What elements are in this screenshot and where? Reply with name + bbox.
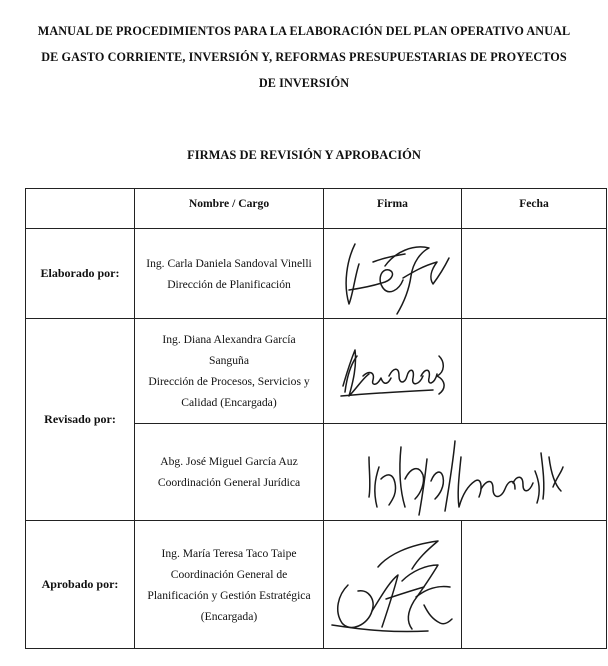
row-label-revisado: Revisado por: xyxy=(26,319,135,521)
date-cell-revisado-1 xyxy=(462,319,607,424)
position-line: Dirección de Planificación xyxy=(167,277,291,291)
table-row xyxy=(26,319,607,424)
table-row xyxy=(26,229,607,319)
signature-cell-revisado-1 xyxy=(324,319,462,424)
date-cell-elaborado xyxy=(462,229,607,319)
date-cell-aprobado xyxy=(462,521,607,649)
header-role xyxy=(26,189,135,229)
document-title-line-1: MANUAL DE PROCEDIMIENTOS PARA LA ELABORACIÓN DEL PLAN OPERATIVO ANUAL xyxy=(37,24,571,38)
name-cell-revisado-1 xyxy=(135,319,324,424)
document-title-line-2: DE GASTO CORRIENTE, INVERSIÓN Y, REFORMAS PRESUPUESTARIAS DE PROYECTOS xyxy=(41,50,567,64)
position-line: Planificación y Gestión Estratégica xyxy=(147,588,311,602)
handwritten-signature-2 xyxy=(333,336,453,406)
name-line: Ing. Carla Daniela Sandoval Vinelli xyxy=(146,256,312,270)
name-line: Ing. María Teresa Taco Taipe xyxy=(161,546,297,560)
name-cell-aprobado xyxy=(135,521,324,649)
handwritten-signature-4 xyxy=(328,525,458,645)
header-date: Fecha xyxy=(462,189,607,229)
position-line: Dirección de Procesos, Servicios y xyxy=(148,375,310,388)
handwritten-signature-1 xyxy=(333,232,453,316)
position-line: (Encargada) xyxy=(200,609,258,623)
name-line: Ing. Diana Alexandra García xyxy=(162,333,296,346)
document-title-line-3: DE INVERSIÓN xyxy=(258,76,350,90)
position-line: Coordinación General Jurídica xyxy=(157,476,301,489)
signatures-table xyxy=(25,188,607,649)
signature-cell-revisado-2 xyxy=(324,424,607,521)
handwritten-signature-3 xyxy=(365,427,565,517)
signature-cell-elaborado xyxy=(324,229,462,319)
row-label-elaborado: Elaborado por: xyxy=(26,229,135,319)
document-title xyxy=(20,18,588,96)
position-line: Coordinación General de xyxy=(170,567,288,581)
section-title: FIRMAS DE REVISIÓN Y APROBACIÓN xyxy=(187,148,421,162)
table-header-row xyxy=(26,189,607,229)
header-signature: Firma xyxy=(324,189,462,229)
header-name: Nombre / Cargo xyxy=(135,189,324,229)
name-line: Abg. José Miguel García Auz xyxy=(160,455,298,468)
name-line: Sanguña xyxy=(209,354,249,367)
signature-cell-aprobado xyxy=(324,521,462,649)
position-line: Calidad (Encargada) xyxy=(181,396,277,409)
row-label-aprobado: Aprobado por: xyxy=(26,521,135,649)
table-row xyxy=(26,521,607,649)
name-cell-revisado-2 xyxy=(135,424,324,521)
name-cell-elaborado xyxy=(135,229,324,319)
